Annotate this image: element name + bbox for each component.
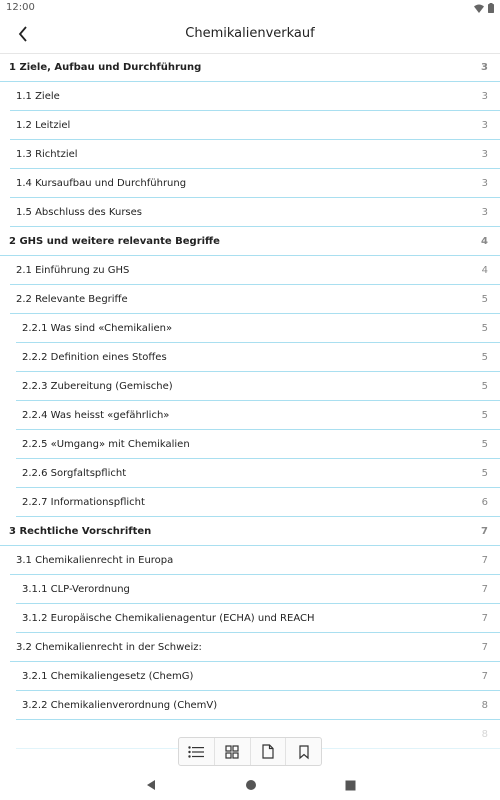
toc-item[interactable] (0, 140, 500, 169)
toc-item-label: 2.2.6 Sorgfaltspflicht (22, 468, 127, 479)
toc-item-label: 3.2.2 Chemikalienverordnung (ChemV) (22, 700, 218, 711)
toc-item[interactable] (0, 430, 500, 459)
toc-item[interactable] (0, 82, 500, 111)
toc-item[interactable] (0, 285, 500, 314)
toc-item-page: 5 (481, 439, 488, 450)
toc-item-page: 4 (481, 265, 488, 276)
toc-item[interactable] (0, 198, 500, 227)
toc-item-page: 6 (481, 497, 488, 508)
toc-item-page: 5 (481, 381, 488, 392)
toc-item-page: 3 (481, 91, 488, 102)
toc-item-page: 7 (481, 671, 488, 682)
toc-item[interactable] (0, 401, 500, 430)
toc-item-page: 5 (481, 323, 488, 334)
status-bar (0, 0, 500, 16)
toc-item-label: 1.3 Richtziel (16, 149, 78, 160)
toc-item-label: 2.1 Einführung zu GHS (16, 265, 130, 276)
toc-item-page: 3 (481, 62, 488, 73)
view-toolbar (178, 737, 322, 766)
toc-item[interactable] (0, 256, 500, 285)
recents-nav-icon[interactable] (345, 780, 356, 791)
toc-item[interactable] (0, 227, 500, 256)
toc-item-label: 2.2.5 «Umgang» mit Chemikalien (22, 439, 190, 450)
toc-item-page: 7 (481, 526, 488, 537)
toc-item[interactable] (0, 314, 500, 343)
table-of-contents (0, 53, 500, 740)
status-icons (474, 3, 494, 13)
back-nav-icon[interactable] (145, 779, 157, 791)
toc-item[interactable] (0, 662, 500, 691)
toc-item[interactable] (0, 575, 500, 604)
toc-item-label: 1.1 Ziele (16, 91, 60, 102)
toc-item-page: 5 (481, 294, 488, 305)
toc-item-page: 7 (481, 642, 488, 653)
toc-item-label: 3.1.2 Europäische Chemikalienagentur (ECHA) und REACH (22, 613, 315, 624)
home-nav-icon[interactable] (245, 779, 257, 791)
system-nav-bar (0, 770, 500, 800)
toc-item-label: 2.2.1 Was sind «Chemikalien» (22, 323, 173, 334)
app-bar (0, 16, 500, 54)
toc-item-label: 2.2.7 Informationspflicht (22, 497, 145, 508)
toc-item-page: 3 (481, 207, 488, 218)
toc-item-label: 2.2 Relevante Begriffe (16, 294, 128, 305)
toc-item-page: 5 (481, 468, 488, 479)
grid-view-button[interactable] (215, 738, 251, 765)
toc-item-label: 2.2.2 Definition eines Stoffes (22, 352, 167, 363)
list-view-icon (188, 746, 204, 758)
toc-item-page: 5 (481, 352, 488, 363)
toc-item[interactable] (0, 604, 500, 633)
page-view-icon (262, 744, 274, 759)
toc-item[interactable] (0, 691, 500, 720)
toc-item-label: 1.5 Abschluss des Kurses (16, 207, 143, 218)
wifi-icon (474, 4, 484, 13)
toc-item-page: 7 (481, 613, 488, 624)
battery-icon (488, 3, 494, 13)
toc-item-label: 3 Rechtliche Vorschriften (9, 526, 152, 537)
status-time: 12:00 (6, 2, 35, 13)
toc-item-page: 8 (481, 729, 488, 740)
toc-item[interactable] (0, 517, 500, 546)
toc-item-label: 2.2.3 Zubereitung (Gemische) (22, 381, 173, 392)
toc-item-page: 3 (481, 120, 488, 131)
toc-item-label: 3.1 Chemikalienrecht in Europa (16, 555, 174, 566)
toc-item[interactable] (0, 111, 500, 140)
toc-item-page: 3 (481, 178, 488, 189)
page-view-button[interactable] (251, 738, 287, 765)
toc-item-label: 2.2.4 Was heisst «gefährlich» (22, 410, 170, 421)
toc-item-page: 7 (481, 584, 488, 595)
toc-item-page: 3 (481, 149, 488, 160)
toc-item-label: 3.1.1 CLP-Verordnung (22, 584, 130, 595)
bookmark-icon (299, 745, 309, 759)
toc-item-page: 4 (481, 236, 488, 247)
toc-item[interactable] (0, 488, 500, 517)
toc-item-label: 3.2.1 Chemikaliengesetz (ChemG) (22, 671, 194, 682)
toc-item-label: 2 GHS und weitere relevante Begriffe (9, 236, 220, 247)
toc-item-page: 5 (481, 410, 488, 421)
toc-item-label: 3.2 Chemikalienrecht in der Schweiz: (16, 642, 202, 653)
page-title: Chemikalienverkauf (185, 26, 315, 41)
toc-item-label: 1.2 Leitziel (16, 120, 71, 131)
toc-item[interactable] (0, 343, 500, 372)
toc-item[interactable] (0, 169, 500, 198)
toc-item[interactable] (0, 372, 500, 401)
toc-item[interactable] (0, 459, 500, 488)
toc-item-label: 1.4 Kursaufbau und Durchführung (16, 178, 187, 189)
grid-view-icon (225, 745, 239, 759)
toc-item[interactable] (0, 633, 500, 662)
toc-item[interactable] (0, 546, 500, 575)
toc-item-page: 8 (481, 700, 488, 711)
bookmark-button[interactable] (286, 738, 321, 765)
toc-item[interactable] (0, 53, 500, 82)
toc-item-label: 1 Ziele, Aufbau und Durchführung (9, 62, 202, 73)
list-view-button[interactable] (179, 738, 215, 765)
toc-item-page: 7 (481, 555, 488, 566)
